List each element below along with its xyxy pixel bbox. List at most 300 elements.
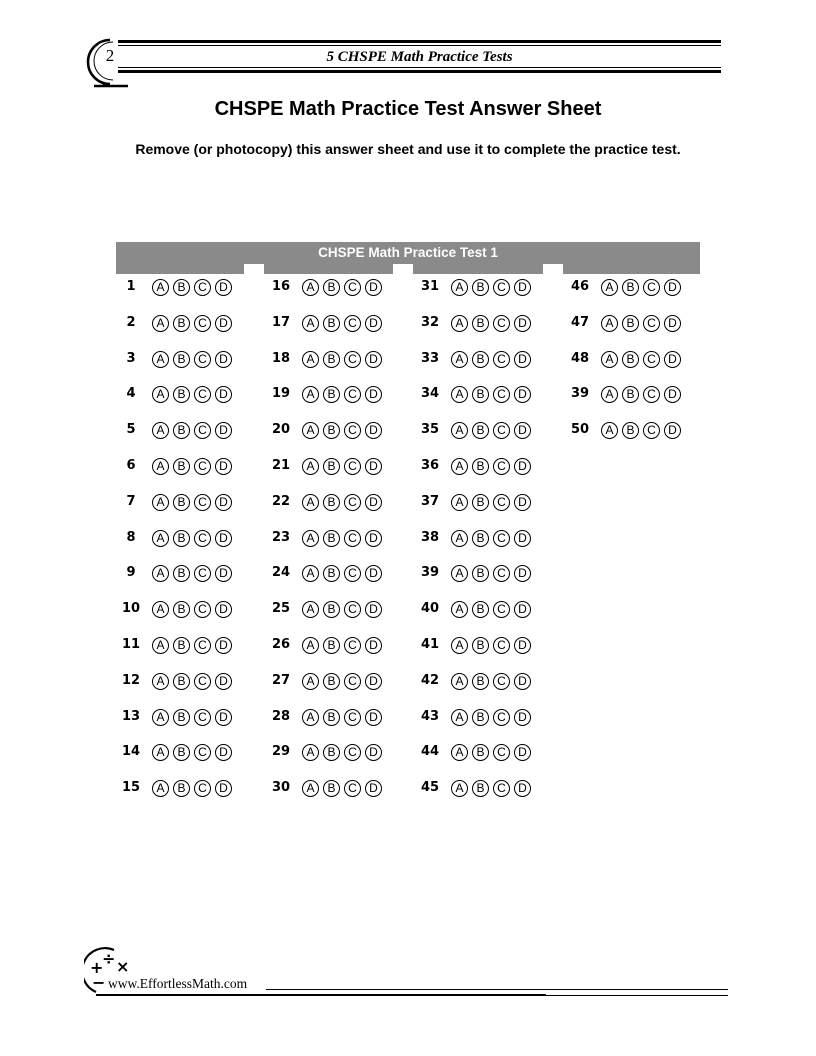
choice-bubble-d[interactable]: D: [514, 386, 531, 403]
answer-row: [114, 597, 232, 621]
question-number: 48: [570, 351, 590, 366]
choice-bubble-c[interactable]: C: [194, 351, 211, 368]
answer-row: [264, 311, 382, 335]
choice-bubbles: [152, 780, 232, 797]
choice-bubble-b[interactable]: B: [472, 494, 489, 511]
answer-row: [413, 561, 531, 585]
choice-bubble-c[interactable]: C: [493, 780, 510, 797]
choice-bubble-a[interactable]: A: [302, 601, 319, 618]
choice-bubbles: [152, 744, 232, 761]
choice-bubble-c[interactable]: C: [194, 601, 211, 618]
choice-bubble-a[interactable]: A: [152, 351, 169, 368]
choice-bubble-c[interactable]: C: [194, 279, 211, 296]
choice-bubble-c[interactable]: C: [344, 315, 361, 332]
choice-bubbles: [601, 351, 681, 368]
choice-bubble-d[interactable]: D: [365, 458, 382, 475]
question-number: 3: [126, 351, 136, 366]
answer-row: [114, 382, 232, 406]
choice-bubble-b[interactable]: B: [173, 530, 190, 547]
choice-bubbles: [451, 673, 531, 690]
choice-bubble-a[interactable]: A: [302, 709, 319, 726]
choice-bubble-b[interactable]: B: [173, 637, 190, 654]
choice-bubble-b[interactable]: B: [472, 673, 489, 690]
choice-bubble-c[interactable]: C: [493, 279, 510, 296]
choice-bubble-b[interactable]: B: [622, 315, 639, 332]
answer-row: [413, 454, 531, 478]
choice-bubble-a[interactable]: A: [451, 458, 468, 475]
choice-bubble-d[interactable]: D: [514, 780, 531, 797]
choice-bubble-d[interactable]: D: [664, 386, 681, 403]
choice-bubble-d[interactable]: D: [215, 458, 232, 475]
choice-bubble-a[interactable]: A: [451, 351, 468, 368]
page-title: CHSPE Math Practice Test Answer Sheet: [214, 98, 602, 120]
choice-bubble-b[interactable]: B: [173, 709, 190, 726]
question-number: 20: [271, 422, 291, 437]
choice-bubble-c[interactable]: C: [643, 279, 660, 296]
choice-bubbles: [451, 422, 531, 439]
choice-bubble-d[interactable]: D: [514, 673, 531, 690]
choice-bubble-d[interactable]: D: [365, 386, 382, 403]
question-number: 44: [420, 744, 440, 759]
choice-bubble-c[interactable]: C: [344, 601, 361, 618]
choice-bubbles: [302, 494, 382, 511]
answer-row: [114, 454, 232, 478]
choice-bubble-a[interactable]: A: [152, 386, 169, 403]
answer-row: [264, 526, 382, 550]
answer-row: [563, 311, 681, 335]
choice-bubble-a[interactable]: A: [601, 279, 618, 296]
choice-bubble-d[interactable]: D: [664, 422, 681, 439]
question-number: 45: [420, 780, 440, 795]
choice-bubble-c[interactable]: C: [344, 279, 361, 296]
choice-bubble-b[interactable]: B: [323, 637, 340, 654]
choice-bubble-d[interactable]: D: [215, 744, 232, 761]
choice-bubble-b[interactable]: B: [323, 422, 340, 439]
choice-bubble-b[interactable]: B: [323, 601, 340, 618]
choice-bubble-c[interactable]: C: [344, 744, 361, 761]
choice-bubble-a[interactable]: A: [451, 279, 468, 296]
choice-bubble-b[interactable]: B: [323, 709, 340, 726]
choice-bubbles: [152, 565, 232, 582]
choice-bubble-a[interactable]: A: [302, 673, 319, 690]
choice-bubble-b[interactable]: B: [173, 744, 190, 761]
answer-row: [563, 382, 681, 406]
question-number: 4: [126, 386, 136, 401]
choice-bubble-b[interactable]: B: [472, 709, 489, 726]
question-number: 21: [271, 458, 291, 473]
choice-bubble-a[interactable]: A: [302, 530, 319, 547]
choice-bubble-d[interactable]: D: [365, 780, 382, 797]
choice-bubble-b[interactable]: B: [622, 279, 639, 296]
answer-row: [114, 669, 232, 693]
choice-bubble-d[interactable]: D: [365, 494, 382, 511]
choice-bubble-a[interactable]: A: [152, 744, 169, 761]
choice-bubble-b[interactable]: B: [622, 351, 639, 368]
choice-bubble-d[interactable]: D: [215, 601, 232, 618]
question-number: 11: [121, 637, 141, 652]
choice-bubble-d[interactable]: D: [514, 279, 531, 296]
answer-row: [413, 526, 531, 550]
choice-bubble-c[interactable]: C: [194, 744, 211, 761]
choice-bubble-c[interactable]: C: [194, 494, 211, 511]
answer-row: [114, 275, 232, 299]
answer-row: [264, 633, 382, 657]
question-number: 28: [271, 709, 291, 724]
choice-bubble-a[interactable]: A: [152, 709, 169, 726]
answer-row: [114, 490, 232, 514]
question-number: 10: [121, 601, 141, 616]
choice-bubble-d[interactable]: D: [215, 673, 232, 690]
choice-bubble-b[interactable]: B: [472, 422, 489, 439]
choice-bubble-c[interactable]: C: [344, 673, 361, 690]
choice-bubble-c[interactable]: C: [194, 530, 211, 547]
choice-bubble-a[interactable]: A: [302, 780, 319, 797]
choice-bubble-a[interactable]: A: [152, 673, 169, 690]
choice-bubble-b[interactable]: B: [173, 673, 190, 690]
choice-bubble-a[interactable]: A: [302, 494, 319, 511]
choice-bubble-b[interactable]: B: [323, 458, 340, 475]
choice-bubbles: [302, 458, 382, 475]
choice-bubble-b[interactable]: B: [472, 279, 489, 296]
choice-bubble-c[interactable]: C: [493, 709, 510, 726]
choice-bubble-d[interactable]: D: [215, 780, 232, 797]
choice-bubble-a[interactable]: A: [152, 565, 169, 582]
question-number: 9: [126, 565, 136, 580]
question-number: 46: [570, 279, 590, 294]
choice-bubble-b[interactable]: B: [472, 530, 489, 547]
footer-rule: [96, 994, 546, 996]
choice-bubble-a[interactable]: A: [451, 709, 468, 726]
choice-bubble-a[interactable]: A: [302, 458, 319, 475]
choice-bubble-b[interactable]: B: [472, 458, 489, 475]
choice-bubble-d[interactable]: D: [215, 315, 232, 332]
choice-bubble-d[interactable]: D: [365, 744, 382, 761]
choice-bubble-b[interactable]: B: [323, 386, 340, 403]
choice-bubble-c[interactable]: C: [643, 351, 660, 368]
choice-bubble-d[interactable]: D: [514, 530, 531, 547]
choice-bubble-a[interactable]: A: [302, 422, 319, 439]
choice-bubble-d[interactable]: D: [514, 565, 531, 582]
choice-bubble-c[interactable]: C: [344, 530, 361, 547]
choice-bubble-d[interactable]: D: [215, 494, 232, 511]
choice-bubble-a[interactable]: A: [152, 279, 169, 296]
answer-row: [114, 526, 232, 550]
choice-bubbles: [302, 315, 382, 332]
answer-row: [563, 418, 681, 442]
choice-bubble-c[interactable]: C: [194, 386, 211, 403]
choice-bubble-d[interactable]: D: [365, 279, 382, 296]
choice-bubble-a[interactable]: A: [451, 637, 468, 654]
choice-bubble-c[interactable]: C: [344, 637, 361, 654]
choice-bubble-d[interactable]: D: [514, 709, 531, 726]
choice-bubble-d[interactable]: D: [365, 673, 382, 690]
choice-bubble-a[interactable]: A: [451, 386, 468, 403]
choice-bubble-a[interactable]: A: [601, 422, 618, 439]
choice-bubble-c[interactable]: C: [344, 458, 361, 475]
choice-bubble-c[interactable]: C: [493, 673, 510, 690]
answer-row: [264, 347, 382, 371]
answer-row: [413, 705, 531, 729]
choice-bubble-b[interactable]: B: [472, 386, 489, 403]
footer-url[interactable]: www.EffortlessMath.com: [108, 976, 248, 991]
choice-bubble-c[interactable]: C: [493, 422, 510, 439]
choice-bubble-b[interactable]: B: [173, 315, 190, 332]
question-number: 12: [121, 673, 141, 688]
question-number: 15: [121, 780, 141, 795]
choice-bubble-b[interactable]: B: [472, 601, 489, 618]
choice-bubble-a[interactable]: A: [302, 637, 319, 654]
answer-row: [264, 740, 382, 764]
footer-rule: [266, 989, 728, 990]
choice-bubble-a[interactable]: A: [302, 744, 319, 761]
choice-bubble-d[interactable]: D: [365, 315, 382, 332]
choice-bubble-b[interactable]: B: [472, 780, 489, 797]
choice-bubble-b[interactable]: B: [173, 422, 190, 439]
choice-bubble-a[interactable]: A: [152, 637, 169, 654]
choice-bubble-b[interactable]: B: [323, 494, 340, 511]
choice-bubbles: [451, 530, 531, 547]
answer-row: [413, 633, 531, 657]
answer-row: [264, 776, 382, 800]
choice-bubble-c[interactable]: C: [194, 565, 211, 582]
choice-bubble-a[interactable]: A: [302, 279, 319, 296]
question-number: 25: [271, 601, 291, 616]
choice-bubble-b[interactable]: B: [173, 458, 190, 475]
choice-bubble-a[interactable]: A: [451, 530, 468, 547]
choice-bubble-b[interactable]: B: [472, 744, 489, 761]
question-number: 32: [420, 315, 440, 330]
choice-bubble-d[interactable]: D: [215, 637, 232, 654]
choice-bubbles: [152, 315, 232, 332]
choice-bubbles: [451, 458, 531, 475]
answer-row: [114, 561, 232, 585]
question-number: 38: [420, 530, 440, 545]
choice-bubble-a[interactable]: A: [152, 601, 169, 618]
question-number: 19: [271, 386, 291, 401]
choice-bubbles: [152, 458, 232, 475]
choice-bubble-d[interactable]: D: [514, 744, 531, 761]
choice-bubble-c[interactable]: C: [643, 315, 660, 332]
choice-bubble-b[interactable]: B: [173, 780, 190, 797]
choice-bubble-b[interactable]: B: [173, 279, 190, 296]
choice-bubble-a[interactable]: A: [152, 530, 169, 547]
choice-bubbles: [451, 351, 531, 368]
choice-bubble-c[interactable]: C: [344, 565, 361, 582]
choice-bubbles: [601, 315, 681, 332]
answer-row: [114, 740, 232, 764]
page-instructions: Remove (or photocopy) this answer sheet and use it to complete the practice test.: [135, 141, 681, 157]
choice-bubble-d[interactable]: D: [514, 601, 531, 618]
choice-bubble-d[interactable]: D: [215, 530, 232, 547]
choice-bubble-a[interactable]: A: [302, 565, 319, 582]
choice-bubble-b[interactable]: B: [323, 530, 340, 547]
choice-bubble-d[interactable]: D: [514, 494, 531, 511]
question-number: 2: [126, 315, 136, 330]
choice-bubble-c[interactable]: C: [493, 565, 510, 582]
choice-bubble-a[interactable]: A: [302, 351, 319, 368]
choice-bubble-d[interactable]: D: [514, 637, 531, 654]
choice-bubble-d[interactable]: D: [215, 565, 232, 582]
question-number: 41: [420, 637, 440, 652]
choice-bubble-d[interactable]: D: [365, 565, 382, 582]
choice-bubble-b[interactable]: B: [472, 315, 489, 332]
answer-row: [264, 561, 382, 585]
choice-bubbles: [451, 315, 531, 332]
choice-bubbles: [302, 637, 382, 654]
choice-bubble-d[interactable]: D: [215, 279, 232, 296]
choice-bubble-c[interactable]: C: [493, 744, 510, 761]
question-number: 1: [126, 279, 136, 294]
choice-bubble-d[interactable]: D: [664, 315, 681, 332]
choice-bubble-b[interactable]: B: [323, 673, 340, 690]
choice-bubble-d[interactable]: D: [365, 530, 382, 547]
choice-bubble-a[interactable]: A: [152, 494, 169, 511]
choice-bubble-d[interactable]: D: [365, 709, 382, 726]
choice-bubble-c[interactable]: C: [194, 637, 211, 654]
choice-bubbles: [152, 637, 232, 654]
choice-bubble-a[interactable]: A: [152, 422, 169, 439]
choice-bubble-b[interactable]: B: [173, 351, 190, 368]
choice-bubble-c[interactable]: C: [493, 386, 510, 403]
choice-bubble-d[interactable]: D: [215, 709, 232, 726]
choice-bubbles: [302, 279, 382, 296]
answer-row: [114, 347, 232, 371]
choice-bubble-d[interactable]: D: [664, 351, 681, 368]
choice-bubble-b[interactable]: B: [472, 351, 489, 368]
choice-bubble-c[interactable]: C: [493, 530, 510, 547]
question-number: 47: [570, 315, 590, 330]
choice-bubble-b[interactable]: B: [173, 601, 190, 618]
choice-bubbles: [152, 279, 232, 296]
question-number: 43: [420, 709, 440, 724]
answer-row: [114, 705, 232, 729]
choice-bubbles: [302, 351, 382, 368]
choice-bubble-a[interactable]: A: [302, 386, 319, 403]
question-number: 33: [420, 351, 440, 366]
choice-bubble-c[interactable]: C: [493, 601, 510, 618]
choice-bubble-a[interactable]: A: [152, 315, 169, 332]
choice-bubble-d[interactable]: D: [215, 386, 232, 403]
choice-bubble-d[interactable]: D: [514, 422, 531, 439]
question-number: 27: [271, 673, 291, 688]
choice-bubble-b[interactable]: B: [173, 386, 190, 403]
choice-bubble-a[interactable]: A: [451, 744, 468, 761]
choice-bubbles: [302, 386, 382, 403]
choice-bubble-b[interactable]: B: [323, 315, 340, 332]
choice-bubble-c[interactable]: C: [493, 315, 510, 332]
answer-row: [413, 275, 531, 299]
choice-bubble-b[interactable]: B: [323, 351, 340, 368]
choice-bubble-c[interactable]: C: [344, 422, 361, 439]
choice-bubbles: [601, 422, 681, 439]
answer-row: [413, 347, 531, 371]
choice-bubble-a[interactable]: A: [451, 780, 468, 797]
answer-row: [563, 347, 681, 371]
choice-bubble-c[interactable]: C: [194, 458, 211, 475]
choice-bubble-a[interactable]: A: [152, 780, 169, 797]
choice-bubble-c[interactable]: C: [643, 422, 660, 439]
choice-bubble-d[interactable]: D: [365, 601, 382, 618]
choice-bubble-c[interactable]: C: [344, 351, 361, 368]
choice-bubble-b[interactable]: B: [323, 565, 340, 582]
choice-bubble-d[interactable]: D: [215, 422, 232, 439]
question-number: 16: [271, 279, 291, 294]
choice-bubble-a[interactable]: A: [152, 458, 169, 475]
choice-bubble-a[interactable]: A: [601, 351, 618, 368]
choice-bubble-c[interactable]: C: [194, 780, 211, 797]
book-title: 5 CHSPE Math Practice Tests: [326, 49, 513, 65]
choice-bubble-c[interactable]: C: [493, 494, 510, 511]
choice-bubble-c[interactable]: C: [344, 386, 361, 403]
choice-bubbles: [302, 565, 382, 582]
question-number: 23: [271, 530, 291, 545]
choice-bubble-b[interactable]: B: [622, 422, 639, 439]
choice-bubble-b[interactable]: B: [323, 279, 340, 296]
choice-bubbles: [152, 709, 232, 726]
choice-bubble-b[interactable]: B: [323, 780, 340, 797]
choice-bubble-d[interactable]: D: [514, 458, 531, 475]
choice-bubble-a[interactable]: A: [601, 386, 618, 403]
choice-bubble-d[interactable]: D: [514, 315, 531, 332]
choice-bubble-d[interactable]: D: [365, 422, 382, 439]
choice-bubbles: [152, 673, 232, 690]
question-number: 37: [420, 494, 440, 509]
choice-bubble-a[interactable]: A: [451, 565, 468, 582]
choice-bubble-c[interactable]: C: [344, 494, 361, 511]
choice-bubble-a[interactable]: A: [451, 315, 468, 332]
choice-bubble-b[interactable]: B: [323, 744, 340, 761]
choice-bubble-d[interactable]: D: [365, 351, 382, 368]
choice-bubble-c[interactable]: C: [344, 780, 361, 797]
choice-bubble-c[interactable]: C: [493, 351, 510, 368]
choice-bubble-a[interactable]: A: [451, 422, 468, 439]
choice-bubble-c[interactable]: C: [194, 709, 211, 726]
choice-bubble-d[interactable]: D: [664, 279, 681, 296]
choice-bubble-a[interactable]: A: [302, 315, 319, 332]
choice-bubbles: [152, 386, 232, 403]
choice-bubble-b[interactable]: B: [173, 494, 190, 511]
logo-divide-symbol: ÷: [102, 949, 116, 968]
logo-times-symbol: ×: [116, 957, 130, 976]
answer-row: [114, 776, 232, 800]
choice-bubble-c[interactable]: C: [194, 422, 211, 439]
choice-bubble-d[interactable]: D: [215, 351, 232, 368]
choice-bubble-c[interactable]: C: [493, 458, 510, 475]
answer-row: [264, 382, 382, 406]
choice-bubble-a[interactable]: A: [451, 601, 468, 618]
choice-bubble-c[interactable]: C: [493, 637, 510, 654]
question-number: 39: [420, 565, 440, 580]
choice-bubble-a[interactable]: A: [451, 673, 468, 690]
choice-bubble-c[interactable]: C: [643, 386, 660, 403]
choice-bubble-c[interactable]: C: [194, 673, 211, 690]
answer-row: [264, 705, 382, 729]
choice-bubble-b[interactable]: B: [472, 637, 489, 654]
choice-bubble-a[interactable]: A: [451, 494, 468, 511]
choice-bubbles: [451, 279, 531, 296]
choice-bubble-b[interactable]: B: [472, 565, 489, 582]
choice-bubble-b[interactable]: B: [173, 565, 190, 582]
logo-plus-symbol: +: [90, 958, 104, 977]
choice-bubble-a[interactable]: A: [601, 315, 618, 332]
choice-bubble-c[interactable]: C: [194, 315, 211, 332]
choice-bubble-d[interactable]: D: [365, 637, 382, 654]
choice-bubble-c[interactable]: C: [344, 709, 361, 726]
choice-bubble-b[interactable]: B: [622, 386, 639, 403]
choice-bubbles: [451, 601, 531, 618]
choice-bubble-d[interactable]: D: [514, 351, 531, 368]
choice-bubbles: [451, 386, 531, 403]
